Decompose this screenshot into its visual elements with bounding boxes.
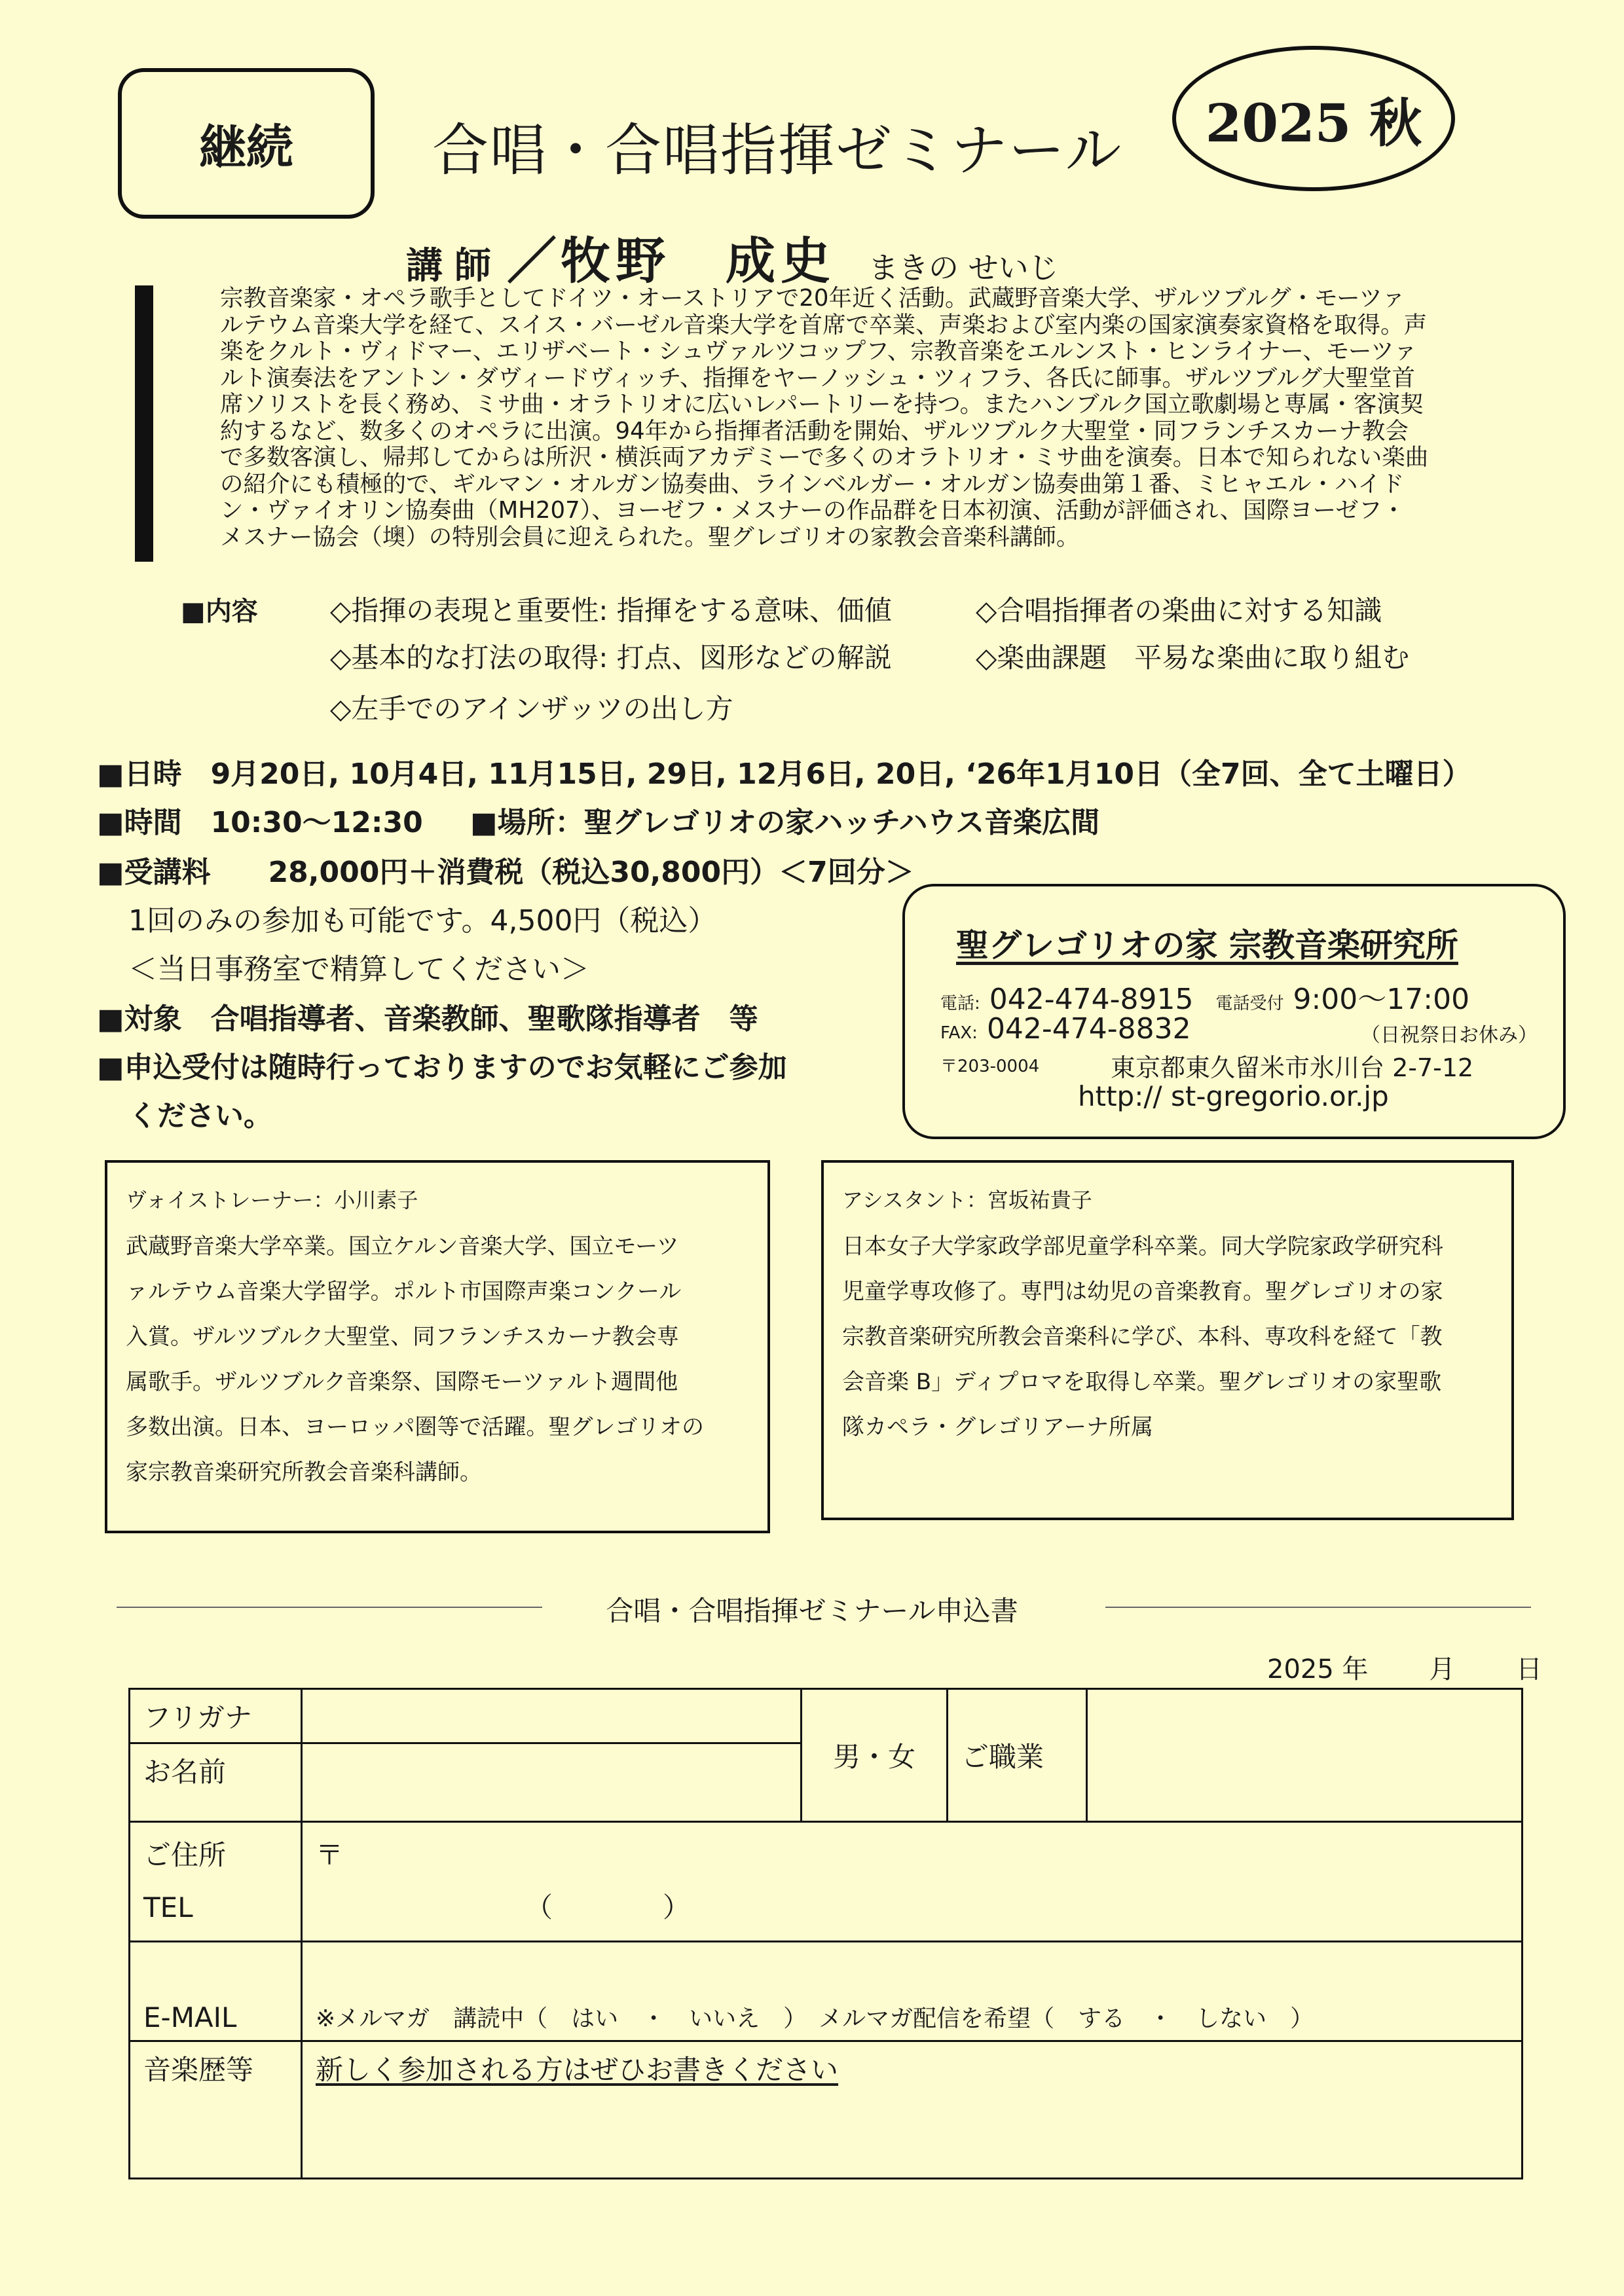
bio-line: ルテウム音楽大学を経て、スイス・バーゼル音楽大学を首席で卒業、声楽および室内楽の国家演奏家資格を取得。声: [220, 311, 1428, 338]
season-badge: [1172, 46, 1455, 191]
music-history-note: 新しく参加される方はぜひお書きください: [316, 2054, 839, 2086]
bio-line: 日本女子大学家政学部児童学科卒業。同大学院家政学研究科: [842, 1233, 1443, 1260]
contents-label: ■内容: [181, 596, 258, 627]
content-item: ◇楽曲課題 平易な楽曲に取り組む: [976, 642, 1410, 674]
bio-line: で多数客演し、帰邦してからは所沢・横浜両アカデミーで多くのオラトリオ・ミサ曲を演奏。日本で知られない楽曲: [220, 444, 1429, 471]
content-item: ◇合唱指揮者の楽曲に対する知識: [976, 594, 1382, 627]
bio-line: 会音楽 B」ディプロマを取得し卒業。聖グレゴリオの家聖歌: [842, 1369, 1442, 1395]
apply-note: ■申込受付は随時行っておりますのでお気軽にご参加: [97, 1051, 787, 1084]
email-input[interactable]: [302, 1942, 1522, 2041]
tel-label: 電話:: [940, 994, 980, 1013]
assistant-box: [821, 1160, 1514, 1520]
bio-line: 児童学専攻修了。専門は幼児の音楽教育。聖グレゴリオの家: [842, 1279, 1443, 1305]
music-history-label: 音楽歴等: [130, 2041, 302, 2179]
name-label: お名前: [130, 1743, 302, 1822]
address-tel-input[interactable]: [302, 1822, 1522, 1942]
tel-paren: （ ）: [525, 1891, 691, 1923]
tel-label: TEL: [143, 1891, 193, 1923]
furigana-input[interactable]: [302, 1689, 802, 1743]
assistant-heading: アシスタント：宮坂祐貴子: [842, 1188, 1092, 1212]
furigana-label: フリガナ: [130, 1689, 302, 1743]
fax-label: FAX:: [940, 1023, 978, 1043]
bio-line: ン・ヴァイオリン協奏曲（MH207）、ヨーゼフ・メスナーの作品群を日本初演、活動が評価され、国際ヨーゼフ・: [220, 497, 1405, 524]
bio-line: 席ソリストを長く務め、ミサ曲・オラトリオに広いレパートリーを持つ。またハンブルク国立歌劇場と専属・客演契: [220, 391, 1424, 418]
gender-field[interactable]: 男・女: [802, 1689, 948, 1822]
continue-badge: [118, 68, 375, 219]
name-input[interactable]: [302, 1743, 802, 1822]
voice-trainer-box: [105, 1160, 770, 1533]
content-item: ◇基本的な打法の取得: 打点、図形などの解説: [330, 642, 892, 674]
voice-trainer-bio: [126, 1224, 704, 1495]
tel-number[interactable]: 042-474-8915: [989, 983, 1194, 1016]
mailmag-option[interactable]: ※メルマガ 講読中（ はい ・ いいえ ） メルマガ配信を希望（ する ・ しない ）: [316, 2005, 1314, 2032]
season-label: 2025 秋: [1205, 92, 1422, 154]
bio-line: 楽をクルト・ヴィドマー、エリザベート・シュヴァルツコップフ、宗教音楽をエルンスト・ヒンライナー、モーツァ: [220, 338, 1417, 365]
lecturer-role: 講師: [406, 244, 503, 287]
lecturer-separator: ／: [507, 232, 557, 290]
website-link[interactable]: http:// st-gregorio.or.jp: [1078, 1080, 1389, 1112]
form-date: 2025 年 月 日: [1267, 1654, 1542, 1685]
content-item: ◇指揮の表現と重要性: 指揮をする意味、価値: [330, 594, 892, 627]
lecturer-name: 牧野 成史: [561, 232, 836, 290]
bio-line: 約するなど、数多くのオペラに出演。94年から指揮者活動を開始、ザルツブルク大聖堂・同フランチスカーナ教会: [220, 417, 1409, 445]
bio-accent-bar: [135, 285, 153, 562]
fax-number: 042-474-8832: [986, 1012, 1191, 1046]
bio-line: 家宗教音楽研究所教会音楽科講師。: [126, 1459, 482, 1485]
closed-days: （日祝祭日お休み）: [1361, 1024, 1538, 1047]
bio-line: ルト演奏法をアントン・ダヴィードヴィッチ、指揮をヤーノッシュ・ツィフラ、各氏に師事。ザルツブルグ大聖堂首: [220, 364, 1416, 392]
fee-single: 1回のみの参加も可能です。4,500円（税込）: [128, 904, 717, 938]
continue-label: 継続: [198, 120, 293, 175]
form-title: 合唱・合唱指揮ゼミナール申込書: [606, 1595, 1018, 1627]
bio-line: 隊カペラ・グレゴリアーナ所属: [842, 1414, 1153, 1440]
address-label: ご住所: [143, 1839, 227, 1871]
assistant-bio: [842, 1224, 1443, 1450]
bio-line: 入賞。ザルツブルク大聖堂、同フランチスカーナ教会専: [126, 1324, 679, 1350]
target-audience: ■対象 合唱指導者、音楽教師、聖歌隊指導者 等: [97, 1002, 758, 1036]
bio-line: 武蔵野音楽大学卒業。国立ケルン音楽大学、国立モーツ: [126, 1233, 679, 1260]
fee-note: ＜当日事務室で精算してください＞: [128, 953, 589, 986]
postal-mark: 〒: [316, 1839, 344, 1871]
address-tel-label: [130, 1822, 302, 1942]
form-title-rule-right: [1105, 1607, 1531, 1608]
venue: ■場所：聖グレゴリオの家ハッチハウス音楽広間: [470, 806, 1100, 839]
voice-trainer-heading: ヴォイストレーナー：小川素子: [126, 1188, 418, 1212]
application-form: [128, 1688, 1523, 2179]
bio-line: 宗教音楽家・オペラ歌手としてドイツ・オーストリアで20年近く活動。武蔵野音楽大学、ザルツブルグ・モーツァ: [220, 285, 1405, 312]
lecturer-heading: [406, 221, 1059, 293]
tel-row: [940, 975, 1469, 1017]
occupation-input[interactable]: [1087, 1689, 1522, 1822]
bio-line: の紹介にも積極的で、ギルマン・オルガン協奏曲、ラインベルガー・オルガン協奏曲第１番、ミヒャエル・ハイド: [220, 470, 1405, 498]
bio-line: ァルテウム音楽大学留学。ポルト市国際声楽コンクール: [126, 1279, 682, 1305]
hours-label: 電話受付: [1215, 994, 1284, 1013]
office-hours: 9:00～17:00: [1293, 983, 1470, 1016]
occupation-label: ご職業: [948, 1689, 1087, 1822]
address: 東京都東久留米市氷川台 2-7-12: [1111, 1053, 1474, 1082]
bio-line: 宗教音楽研究所教会音楽科に学び、本科、専攻科を経て「教: [842, 1324, 1443, 1350]
lecturer-reading: まきの せいじ: [868, 250, 1059, 285]
bio-line: 多数出演。日本、ヨーロッパ圏等で活躍。聖グレゴリオの: [126, 1414, 704, 1440]
email-label: E-MAIL: [130, 1942, 302, 2041]
fax-row: [940, 1012, 1191, 1046]
org-name: 聖グレゴリオの家 宗教音楽研究所: [956, 926, 1458, 964]
apply-note-cont: ください。: [128, 1099, 272, 1133]
bio-line: メスナー協会（墺）の特別会員に迎えられた。聖グレゴリオの家教会音楽科講師。: [220, 523, 1080, 551]
schedule-dates: ■日時 9月20日, 10月4日, 11月15日, 29日, 12月6日, 20日, ‘26年1月10日（全7回、全て土曜日）: [97, 757, 1471, 791]
music-history-input[interactable]: [302, 2041, 1522, 2179]
lecturer-bio: [220, 285, 1490, 551]
page-title: 合唱・合唱指揮ゼミナール: [432, 118, 1123, 183]
schedule-time: ■時間 10:30～12:30: [97, 806, 423, 839]
postal-code: 〒203-0004: [940, 1057, 1040, 1076]
content-item: ◇左手でのアインザッツの出し方: [330, 693, 733, 725]
bio-line: 属歌手。ザルツブルク音楽祭、国際モーツァルト週間他: [126, 1369, 678, 1395]
fee: ■受講料 28,000円＋消費税（税込30,800円）＜7回分＞: [97, 856, 914, 889]
